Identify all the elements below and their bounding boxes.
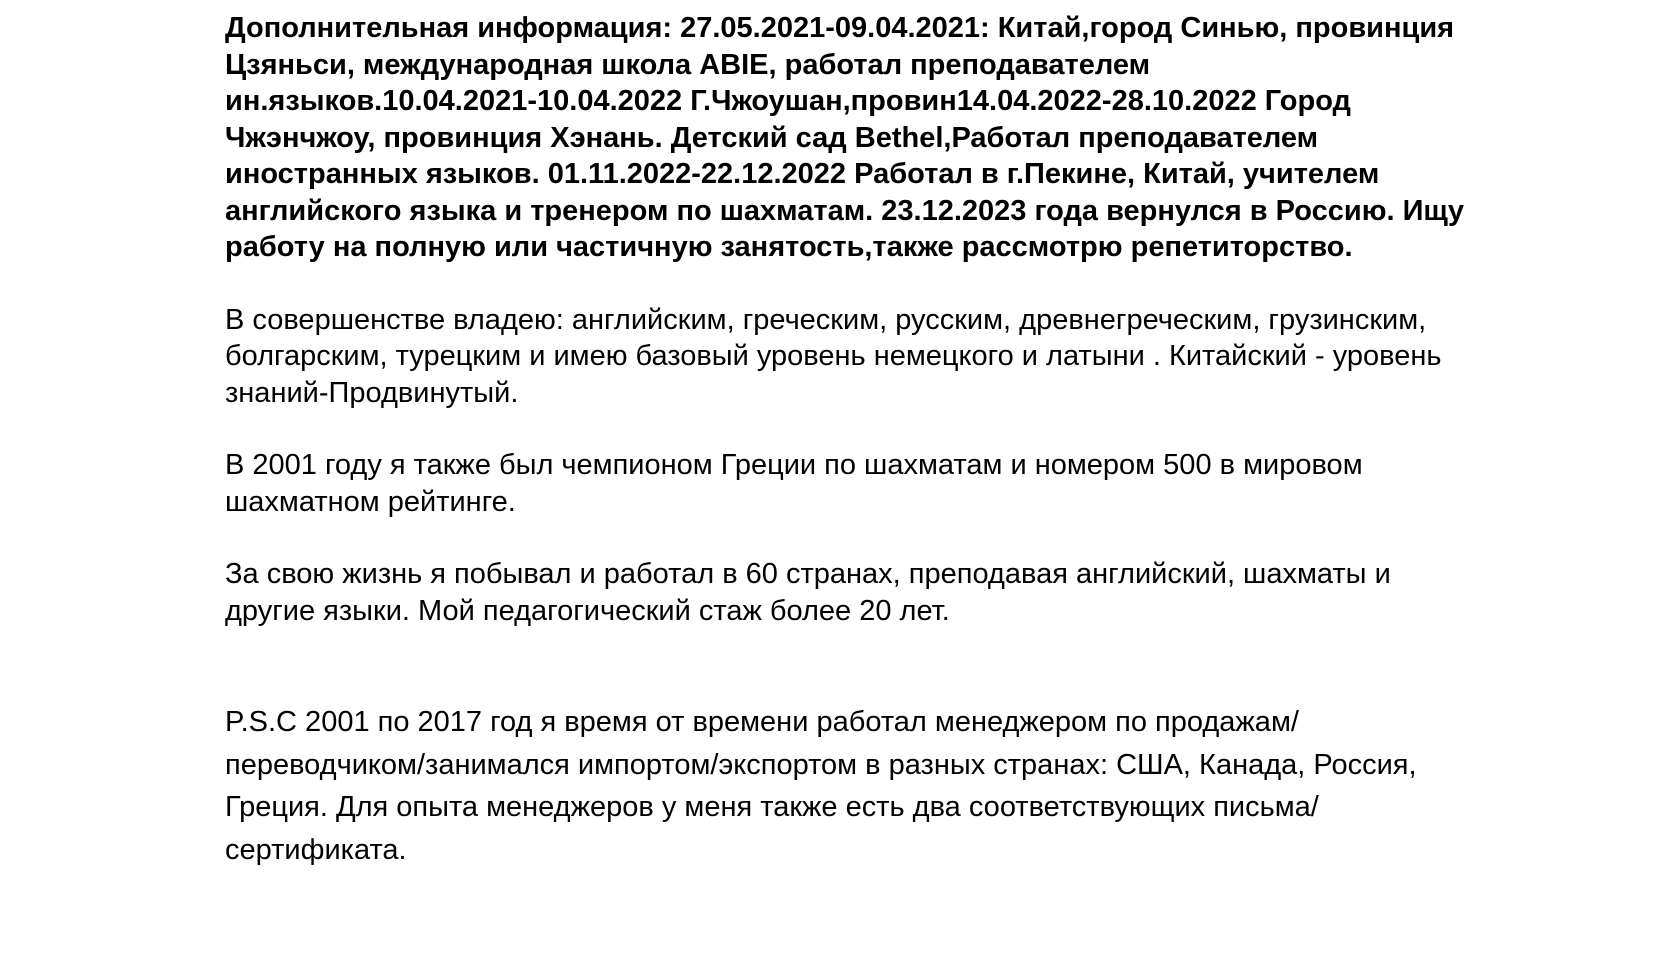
additional-info-paragraph: Дополнительная информация: 27.05.2021-09.04.2021: Китай,город Синью, провинция Цзяньси, международная школа ABIE, работал преподавателем ин.языков.10.04.2021-10.04.2022 Г.Чжоушан,провин14.04.2022-28.10.2022 Город Чжэнчжоу, провинция Хэнань. Детский сад Bethel,Работал преподавателем иностранных языков. 01.11.2022-22.12.2022 Работал в г.Пекине, Китай, учителем английского языка и тренером по шахматам. 23.12.2023 года вернулся в Россию. Ищу работу на полную или частичную занятость,также рассмотрю репетиторство. <box>225 12 1465 263</box>
languages-paragraph: В совершенстве владею: английским, греческим, русским, древнегреческим, грузинским, болгарским, турецким и имею базовый уровень немецкого и латыни . Китайский - уровень знаний-Продвинутый. <box>225 303 1442 409</box>
travel-paragraph: За свою жизнь я побывал и работал в 60 странах, преподавая английский, шахматы и другие языки. Мой педагогический стаж более 20 лет. <box>225 558 1391 627</box>
postscript-paragraph: P.S.С 2001 по 2017 год я время от времени работал менеджером по продажам/переводчиком/занимался импортом/экспортом в разных странах: США, Канада, Россия, Греция. Для опыта менеджеров у меня также есть два соответствующих письма/сертификата. <box>225 706 1417 866</box>
chess-paragraph: В 2001 году я также был чемпионом Греции по шахматам и номером 500 в мировом шахматном рейтинге. <box>225 449 1363 518</box>
document-page <box>225 10 1465 871</box>
